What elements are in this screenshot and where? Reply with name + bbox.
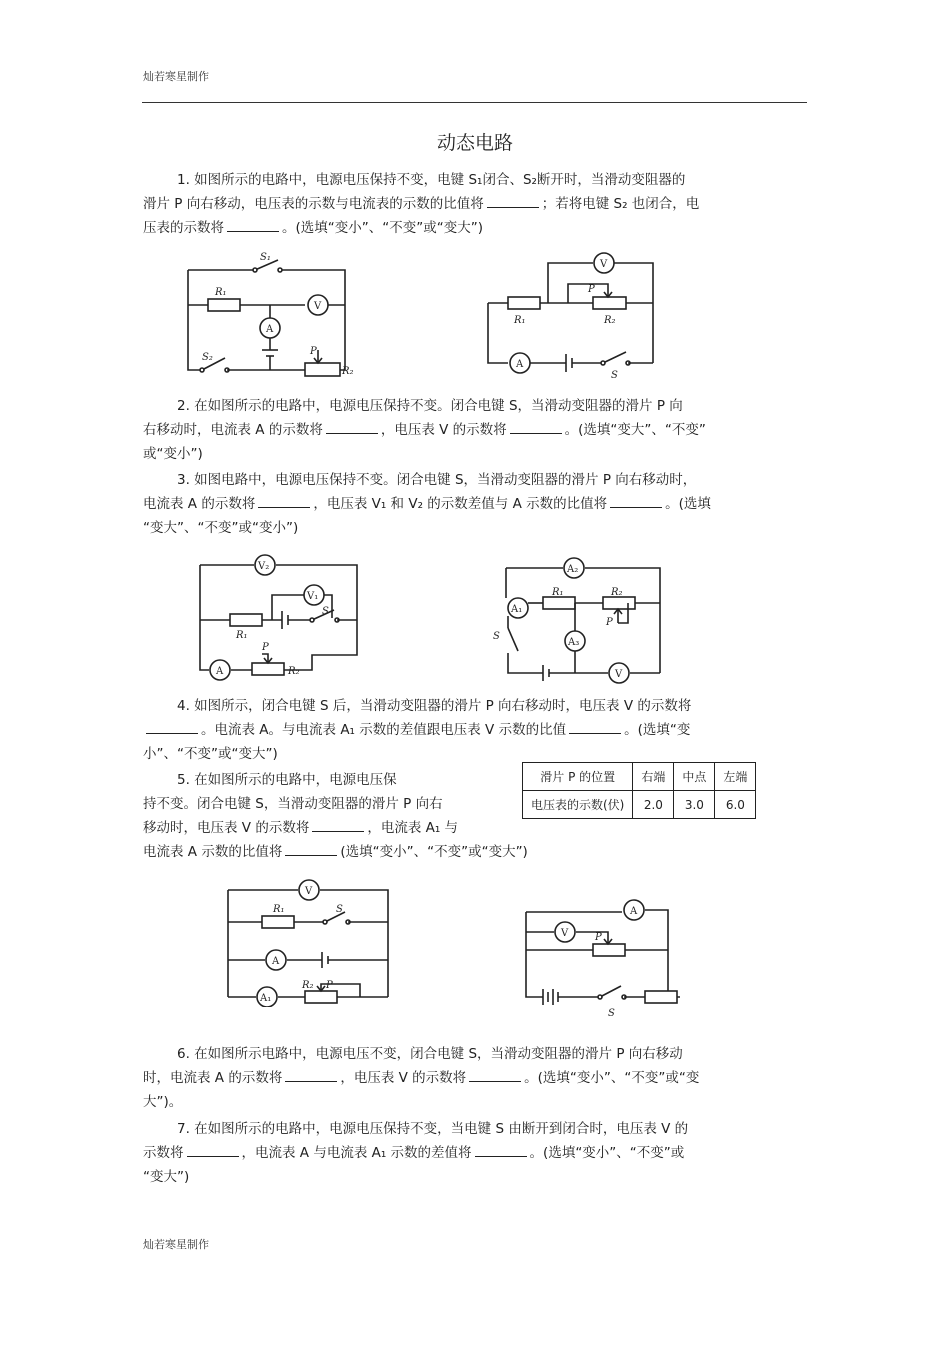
label-V: V — [305, 886, 313, 897]
label-A2: A₂ — [567, 564, 579, 575]
label-A: A — [630, 906, 638, 917]
page-footer: 灿若寒星制作 — [143, 1238, 209, 1251]
q1-line3b: 。(选填“变小”、“不变”或“变大”) — [282, 220, 483, 236]
table-header: 中点 — [674, 763, 715, 791]
label-V: V — [615, 669, 623, 680]
answer-blank[interactable] — [469, 1069, 521, 1082]
q7-line2c: 。(选填“变小”、“不变”或 — [529, 1145, 685, 1161]
table-cell: 6.0 — [715, 791, 756, 819]
label-P: P — [606, 617, 613, 628]
label-S: S — [322, 606, 329, 617]
answer-blank[interactable] — [285, 1069, 337, 1082]
q3-line2c: 。(选填 — [665, 496, 711, 512]
answer-blank[interactable] — [285, 843, 337, 856]
q7-line1: 7. 在如图所示的电路中，电源电压保持不变，当电键 S 由断开到闭合时，电压表 V 的 — [177, 1121, 689, 1137]
label-A3: A₃ — [568, 637, 580, 648]
table-header: 滑片 P 的位置 — [523, 763, 633, 791]
q2-line2c: 。(选填“变大”、“不变” — [564, 422, 706, 438]
q5-line4a: 电流表 A 示数的比值将 — [143, 844, 283, 860]
circuit-diagram-5 — [220, 872, 395, 1007]
label-A: A — [516, 359, 524, 370]
q2-line2b: ，电压表 V 的示数将 — [380, 422, 507, 438]
q1-line3a: 压表的示数将 — [143, 220, 224, 236]
q1-line1: 1. 如图所示的电路中，电源电压保持不变，电键 S₁闭合、S₂断开时，当滑动变阻器的 — [177, 172, 686, 188]
table-header: 右端 — [633, 763, 674, 791]
label-S: S — [493, 631, 500, 642]
answer-blank[interactable] — [487, 195, 539, 208]
q1-line2b: ；若将电键 S₂ 也闭合，电 — [541, 196, 700, 212]
label-V1: V₁ — [307, 591, 319, 602]
label-V2: V₂ — [258, 561, 270, 572]
label-V: V — [314, 301, 322, 312]
q5-line3a: 移动时，电压表 V 的示数将 — [143, 820, 310, 836]
q7-line3: “变大”) — [143, 1169, 190, 1185]
q6-line2b: ，电压表 V 的示数将 — [340, 1070, 467, 1086]
label-A1: A₁ — [260, 993, 272, 1004]
label-R1: R₁ — [215, 287, 227, 298]
answer-blank[interactable] — [510, 421, 562, 434]
label-R1: R₁ — [552, 587, 564, 598]
label-S: S — [608, 1008, 615, 1019]
circuit-diagram-1 — [180, 250, 360, 385]
label-R1: R₁ — [236, 630, 248, 641]
answer-blank[interactable] — [187, 1144, 239, 1157]
q6-line1: 6. 在如图所示电路中，电源电压不变，闭合电键 S，当滑动变阻器的滑片 P 向右移动 — [177, 1046, 683, 1062]
data-table — [522, 762, 756, 819]
circuit-diagram-4 — [488, 553, 668, 688]
q1-line2a: 滑片 P 向右移动，电压表的示数与电流表的示数的比值将 — [143, 196, 484, 212]
q5-line1: 5. 在如图所示的电路中，电源电压保 — [177, 772, 397, 788]
label-R2: R₂ — [288, 666, 300, 677]
question-6 — [143, 1042, 806, 1114]
q5-line3b: ，电流表 A₁ 与 — [367, 820, 459, 836]
label-A1: A₁ — [511, 604, 523, 615]
table-cell: 3.0 — [674, 791, 715, 819]
label-R2: R₂ — [342, 366, 354, 377]
answer-blank[interactable] — [258, 495, 310, 508]
q5-line2: 持不变。闭合电键 S，当滑动变阻器的滑片 P 向右 — [143, 796, 443, 812]
q7-line2a: 示数将 — [143, 1145, 184, 1161]
label-P: P — [310, 346, 317, 357]
answer-blank[interactable] — [312, 819, 364, 832]
q2-line3: 或“变小”) — [143, 446, 203, 462]
answer-blank[interactable] — [146, 721, 198, 734]
label-S: S — [336, 904, 343, 915]
label-R1: R₁ — [273, 904, 285, 915]
q4-line2a: 。电流表 A。与电流表 A₁ 示数的差值跟电压表 V 示数的比值 — [201, 722, 567, 738]
label-A: A — [272, 956, 280, 967]
table-header: 左端 — [715, 763, 756, 791]
q3-line2b: ，电压表 V₁ 和 V₂ 的示数差值与 A 示数的比值将 — [313, 496, 608, 512]
answer-blank[interactable] — [610, 495, 662, 508]
page-header: 灿若寒星制作 — [143, 70, 209, 83]
label-P: P — [588, 284, 595, 295]
q6-line2c: 。(选填“变小”、“不变”或“变 — [524, 1070, 700, 1086]
label-R2: R₂ — [611, 587, 623, 598]
q3-line2a: 电流表 A 的示数将 — [143, 496, 256, 512]
table-row — [523, 791, 756, 819]
q7-line2b: ，电流表 A 与电流表 A₁ 示数的差值将 — [241, 1145, 472, 1161]
label-S: S — [611, 370, 618, 381]
q5-line4b: (选填“变小”、“不变”或“变大”) — [340, 844, 528, 860]
answer-blank[interactable] — [475, 1144, 527, 1157]
answer-blank[interactable] — [569, 721, 621, 734]
label-V: V — [561, 928, 569, 939]
question-7 — [143, 1117, 806, 1189]
label-P: P — [595, 932, 602, 943]
q6-line3: 大”)。 — [143, 1094, 183, 1110]
label-P: P — [326, 980, 333, 991]
question-5 — [143, 768, 523, 840]
table-row — [523, 763, 756, 791]
label-V: V — [600, 259, 608, 270]
label-R2: R₂ — [604, 315, 616, 326]
table-cell: 2.0 — [633, 791, 674, 819]
label-A: A — [266, 324, 274, 335]
table-cell: 电压表的示数(伏) — [523, 791, 633, 819]
q3-line1: 3. 如图电路中，电源电压保持不变。闭合电键 S，当滑动变阻器的滑片 P 向右移动时， — [177, 472, 697, 488]
q6-line2a: 时，电流表 A 的示数将 — [143, 1070, 283, 1086]
q2-line1: 2. 在如图所示的电路中，电源电压保持不变。闭合电键 S，当滑动变阻器的滑片 P 向 — [177, 398, 683, 414]
page-title: 动态电路 — [436, 132, 513, 154]
label-S2: S₂ — [202, 352, 213, 363]
q3-line3: “变大”、“不变”或“变小”) — [143, 520, 299, 536]
label-P: P — [262, 642, 269, 653]
label-R2: R₂ — [302, 980, 314, 991]
answer-blank[interactable] — [227, 219, 279, 232]
question-1 — [143, 168, 806, 240]
label-A: A — [216, 666, 224, 677]
question-3 — [143, 468, 806, 540]
label-R1: R₁ — [514, 315, 526, 326]
circuit-diagram-3 — [192, 550, 367, 685]
q4-line2b: 。(选填“变 — [624, 722, 691, 738]
answer-blank[interactable] — [326, 421, 378, 434]
label-S1: S₁ — [260, 252, 271, 263]
circuit-diagram-6 — [518, 894, 703, 1019]
q2-line2a: 右移动时，电流表 A 的示数将 — [143, 422, 323, 438]
question-4 — [143, 694, 806, 766]
question-2 — [143, 394, 806, 466]
question-5-cont — [143, 840, 806, 864]
header-rule — [142, 102, 807, 103]
q4-line3: 小”、“不变”或“变大”) — [143, 746, 278, 762]
circuit-diagram-2 — [478, 248, 663, 383]
q4-line1: 4. 如图所示，闭合电键 S 后，当滑动变阻器的滑片 P 向右移动时，电压表 V 的示数将 — [177, 698, 692, 714]
